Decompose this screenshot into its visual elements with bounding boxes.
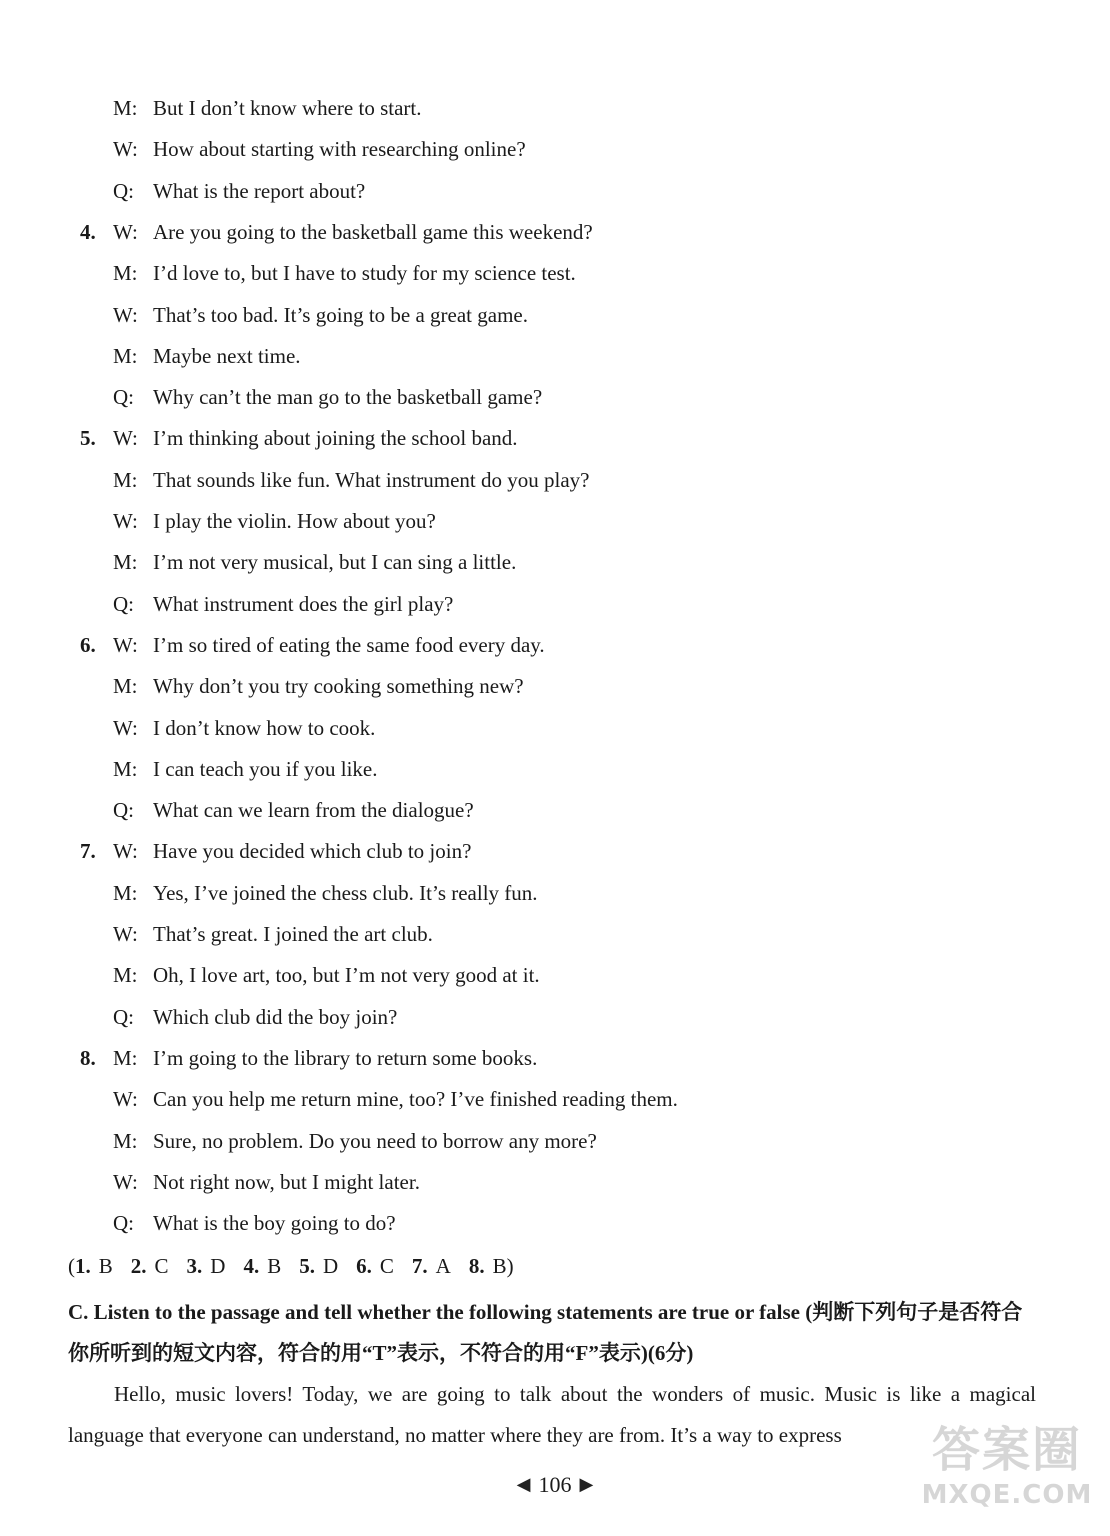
speaker-label: Q:	[113, 1211, 134, 1236]
answer-number: 4.	[243, 1254, 260, 1278]
speaker-label: W:	[113, 302, 138, 327]
speaker-label: Q:	[113, 591, 134, 616]
line-text: Yes, I’ve joined the chess club. It’s really fun.	[153, 880, 538, 905]
speaker-label: W:	[113, 426, 138, 451]
answer-item	[131, 1254, 169, 1278]
speaker-label: Q:	[113, 178, 134, 203]
answer-letter: D	[210, 1254, 226, 1278]
line-text: Why can’t the man go to the basketball game?	[153, 385, 543, 410]
answer-open-paren: (	[68, 1254, 75, 1278]
line-text: Oh, I love art, too, but I’m not very good at it.	[153, 963, 540, 988]
answer-letter: B	[267, 1254, 282, 1278]
speaker-label: Q:	[113, 385, 134, 410]
dialogue-line	[113, 218, 593, 246]
dialogue-line	[113, 837, 471, 865]
line-text: Which club did the boy join?	[153, 1004, 398, 1029]
line-text: I don’t know how to cook.	[153, 715, 376, 740]
speaker-label: M:	[113, 467, 138, 492]
answer-letter: A	[435, 1254, 451, 1278]
dialogue-line	[113, 342, 301, 370]
page-number-text: 106	[538, 1472, 572, 1497]
watermark-logo	[912, 1420, 1102, 1530]
answer-number: 8.	[468, 1254, 485, 1278]
dialogue-line	[113, 1168, 420, 1196]
speaker-label: Q:	[113, 1004, 134, 1029]
question-number: 7.	[80, 839, 96, 864]
line-text: Why don’t you try cooking something new?	[153, 674, 524, 699]
watermark-bottom: MXQE.COM	[921, 1480, 1093, 1510]
speaker-label: M:	[113, 1045, 138, 1070]
line-text: I’m thinking about joining the school band.	[153, 426, 518, 451]
question-number: 8.	[80, 1045, 96, 1070]
dialogue-line	[113, 590, 453, 618]
line-text: I’m going to the library to return some books.	[153, 1045, 538, 1070]
section-c-heading: C. Listen to the passage and tell whether the following statements are true or false (判断下列句子是否符合你所听到的短文内容，符合的用“T”表示，不符合的用“F”表示)(6分)	[68, 1300, 1023, 1365]
dialogue-line	[113, 879, 538, 907]
speaker-label: M:	[113, 880, 138, 905]
speaker-label: Q:	[113, 798, 134, 823]
dialogue-line	[113, 424, 518, 452]
speaker-label: W:	[113, 509, 138, 533]
speaker-label: M:	[113, 550, 138, 575]
speaker-label: W:	[113, 1169, 138, 1194]
line-text: That sounds like fun. What instrument do you play?	[153, 467, 590, 492]
answer-item	[243, 1254, 281, 1278]
speaker-label: M:	[113, 1128, 138, 1153]
answer-number: 2.	[130, 1254, 147, 1278]
line-text: That’s too bad. It’s going to be a great game.	[153, 302, 528, 327]
line-text: Maybe next time.	[153, 343, 301, 368]
line-text: I can teach you if you like.	[153, 756, 378, 781]
line-text: Are you going to the basketball game this weekend?	[153, 219, 593, 244]
dialogue-line	[113, 177, 365, 205]
watermark-top: 答案圈	[931, 1422, 1082, 1478]
dialogue-line	[113, 920, 433, 948]
dialogue-line	[113, 383, 542, 411]
line-text: Sure, no problem. Do you need to borrow any more?	[153, 1128, 597, 1153]
dialogue-line	[113, 796, 474, 824]
line-text: What instrument does the girl play?	[153, 591, 454, 616]
speaker-label: M:	[113, 674, 138, 699]
speaker-label: W:	[113, 839, 138, 864]
answer-number: 6.	[356, 1254, 372, 1278]
speaker-label: M:	[113, 261, 138, 286]
answer-key	[68, 1252, 514, 1280]
line-text: But I don’t know where to start.	[153, 96, 422, 120]
line-text: What is the boy going to do?	[153, 1211, 396, 1236]
speaker-label: M:	[113, 343, 138, 368]
speaker-label: W:	[113, 632, 138, 657]
speaker-label: M:	[113, 96, 138, 120]
dialogue-line	[113, 1127, 597, 1155]
answer-number: 7.	[411, 1254, 428, 1278]
line-text: I’d love to, but I have to study for my science test.	[153, 261, 576, 286]
answer-letter: B	[492, 1254, 507, 1278]
question-number: 5.	[80, 426, 96, 451]
answer-letter: D	[322, 1254, 339, 1278]
dialogue-line	[113, 1003, 397, 1031]
speaker-label: W:	[113, 1087, 138, 1112]
line-text: Not right now, but I might later.	[153, 1169, 420, 1194]
dialogue-line	[113, 135, 526, 163]
passage-text: Hello, music lovers! Today, we are going to talk about the wonders of music. Music is like a magical language that everyone can understand, no matter where they are from. It’s a way to express	[68, 1382, 1036, 1447]
speaker-label: W:	[113, 715, 138, 740]
answer-item	[75, 1254, 113, 1278]
answer-number: 1.	[75, 1254, 91, 1278]
dialogue-line	[113, 1085, 678, 1113]
answer-letter: C	[379, 1254, 394, 1278]
dialogue-line	[113, 507, 436, 535]
question-number: 6.	[80, 632, 96, 657]
dialogue-line	[113, 631, 545, 659]
answer-close-paren: )	[506, 1254, 514, 1278]
question-number: 4.	[80, 219, 96, 244]
dialogue-line	[113, 301, 528, 329]
dialogue-line	[113, 672, 524, 700]
line-text: I’m so tired of eating the same food every day.	[153, 632, 545, 657]
dialogue-line	[113, 94, 422, 122]
answer-item	[299, 1254, 338, 1278]
line-text: I’m not very musical, but I can sing a little.	[153, 550, 517, 575]
dialogue-line	[113, 755, 378, 783]
speaker-label: W:	[113, 922, 138, 946]
line-text: What can we learn from the dialogue?	[153, 798, 474, 823]
answer-item	[356, 1254, 394, 1278]
line-text: Have you decided which club to join?	[153, 839, 472, 864]
answer-number: 3.	[186, 1254, 203, 1278]
answer-item	[469, 1254, 507, 1278]
dialogue-line	[113, 548, 516, 576]
line-text: What is the report about?	[153, 178, 366, 203]
line-text: Can you help me return mine, too? I’ve finished reading them.	[153, 1087, 678, 1112]
speaker-label: W:	[113, 137, 138, 162]
line-text: I play the violin. How about you?	[153, 509, 436, 533]
answer-item	[412, 1254, 451, 1278]
answer-letter: B	[98, 1254, 113, 1278]
dialogue-line	[113, 961, 540, 989]
next-arrow-icon: ▶	[579, 1474, 594, 1494]
dialogue-line	[113, 1209, 396, 1237]
speaker-label: M:	[113, 963, 138, 988]
answer-letter: C	[154, 1254, 169, 1278]
answer-number: 5.	[299, 1254, 315, 1278]
speaker-label: W:	[113, 219, 138, 244]
dialogue-line	[113, 714, 375, 742]
line-text: How about starting with researching online?	[153, 137, 526, 162]
prev-arrow-icon: ◀	[516, 1474, 531, 1494]
dialogue-line	[113, 1044, 537, 1072]
dialogue-line	[113, 259, 576, 287]
answer-item	[187, 1254, 226, 1278]
line-text: That’s great. I joined the art club.	[153, 922, 433, 946]
speaker-label: M:	[113, 756, 138, 781]
dialogue-line	[113, 466, 589, 494]
